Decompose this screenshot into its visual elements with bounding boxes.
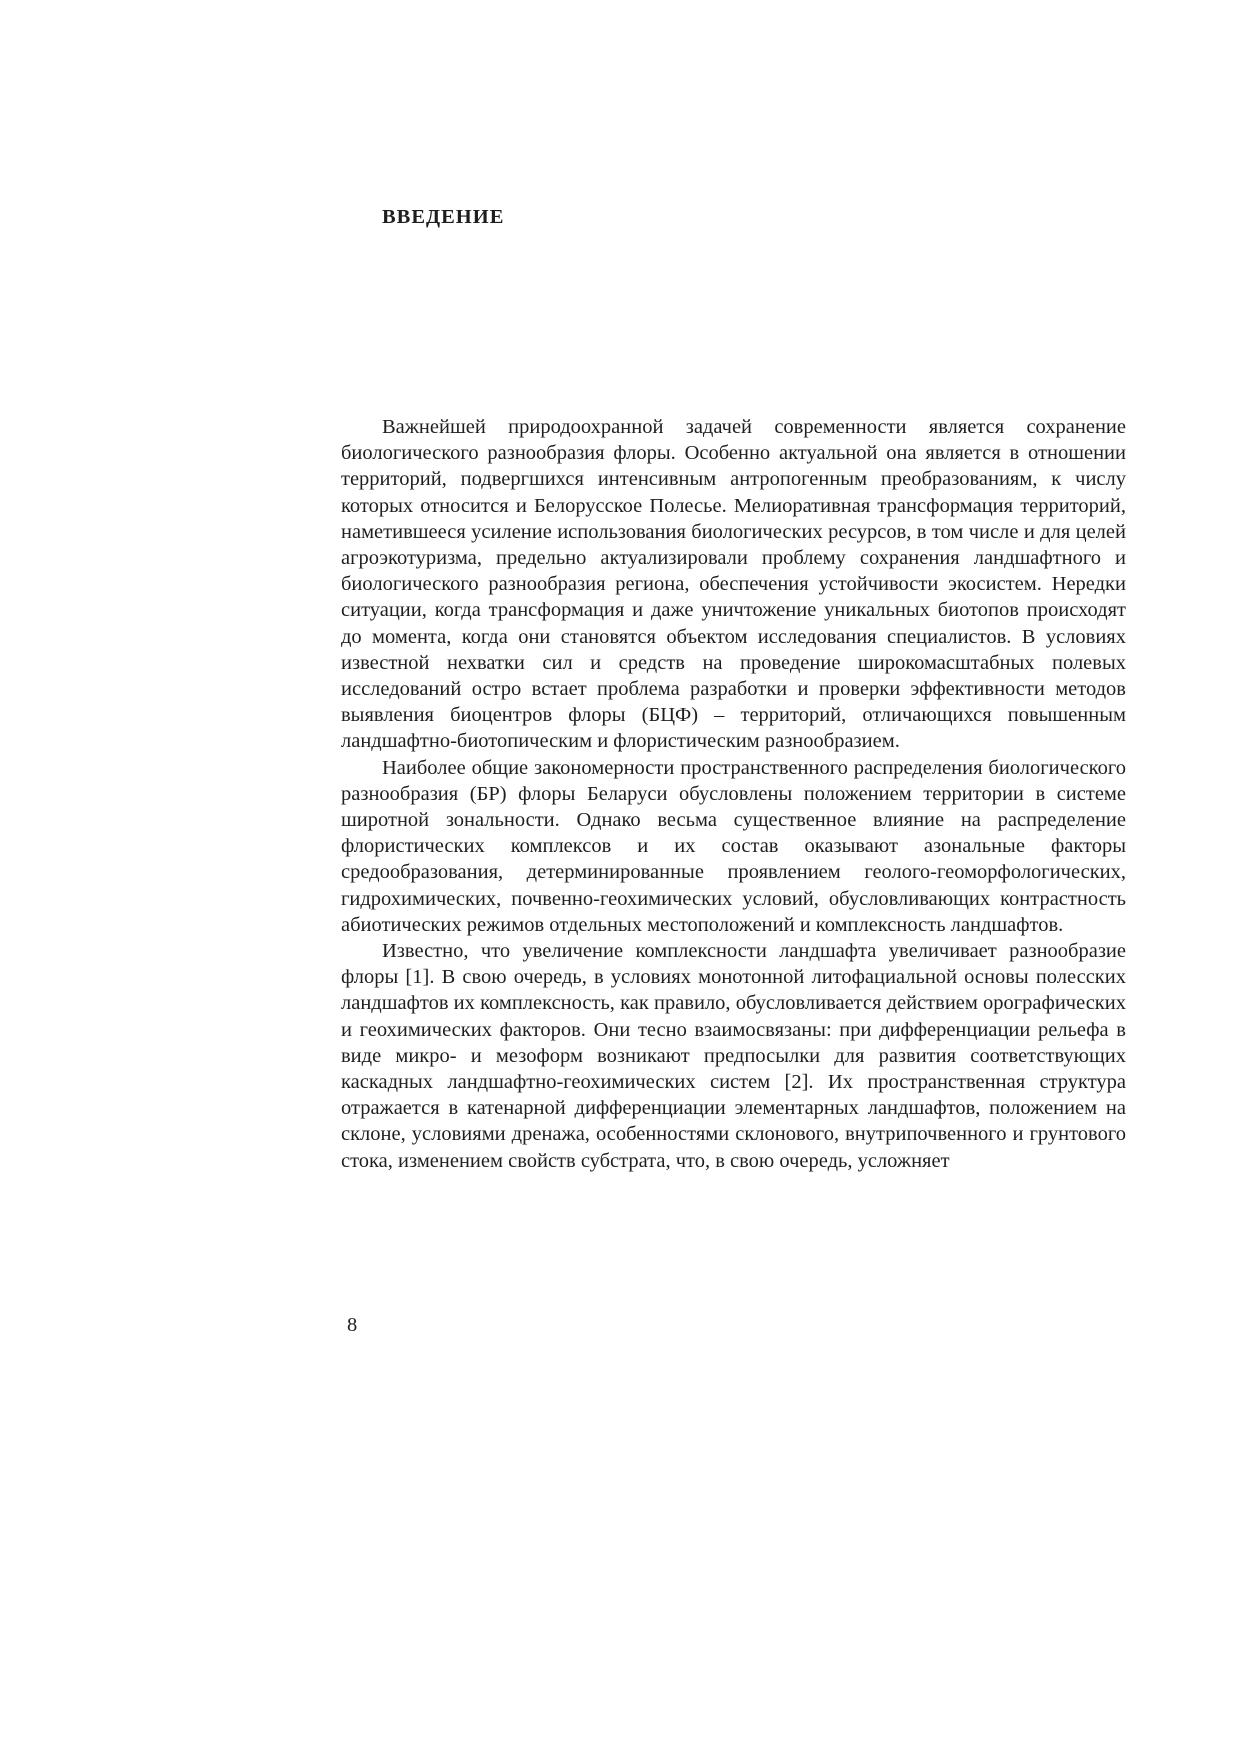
body-text: [341, 414, 1126, 1174]
paragraph-3: Известно, что увеличение комплексности ландшафта увеличивает разнообразие флоры [1]. В свою очередь, в условиях монотонной литофациальной основы полесских ландшафтов их комплексность, как правило, обусловливается действием орографических и геохимических факторов. Они тесно взаимосвязаны: при дифференциации рельефа в виде микро- и мезоформ возникают предпосылки для развития соответствующих каскадных ландшафтно-геохимических систем [2]. Их пространственная структура отражается в катенарной дифференциации элементарных ландшафтов, положением на склоне, условиями дренажа, особенностями склонового, внутрипочвенного и грунтового стока, изменением свойств субстрата, что, в свою очередь, усложняет: [341, 940, 1126, 1172]
paragraph-2: Наиболее общие закономерности пространственного распределения биологического разнообразия (БР) флоры Беларуси обусловлены положением территории в системе широтной зональности. Однако весьма существенное влияние на распределение флористических комплексов и их состав оказывают азональные факторы средообразования, детерминированные проявлением геолого-геоморфологических, гидрохимических, почвенно-геохимических условий, обусловливающих контрастность абиотических режимов отдельных местоположений и комплексность ландшафтов.: [341, 756, 1126, 936]
section-heading: ВВЕДЕНИЕ: [382, 206, 505, 228]
page-number: 8: [347, 1314, 358, 1336]
paragraph-1: Важнейшей природоохранной задачей современности является сохранение биологического разнообразия флоры. Особенно актуальной она является в отношении территорий, подвергшихся интенсивным антропогенным преобразованиям, к числу которых относится и Белорусское Полесье. Мелиоративная трансформация территорий, наметившееся усиление использования биологических ресурсов, в том числе и для целей агроэкотуризма, предельно актуализировали проблему сохранения ландшафтного и биологического разнообразия региона, обеспечения устойчивости экосистем. Нередки ситуации, когда трансформация и даже уничтожение уникальных биотопов происходят до момента, когда они становятся объектом исследования специалистов. В условиях известной нехватки сил и средств на проведение широкомасштабных полевых исследований остро встает проблема разработки и проверки эффективности методов выявления биоцентров флоры (БЦФ) – территорий, отличающихся повышенным ландшафтно-биотопическим и флористическим разнообразием.: [341, 416, 1126, 753]
